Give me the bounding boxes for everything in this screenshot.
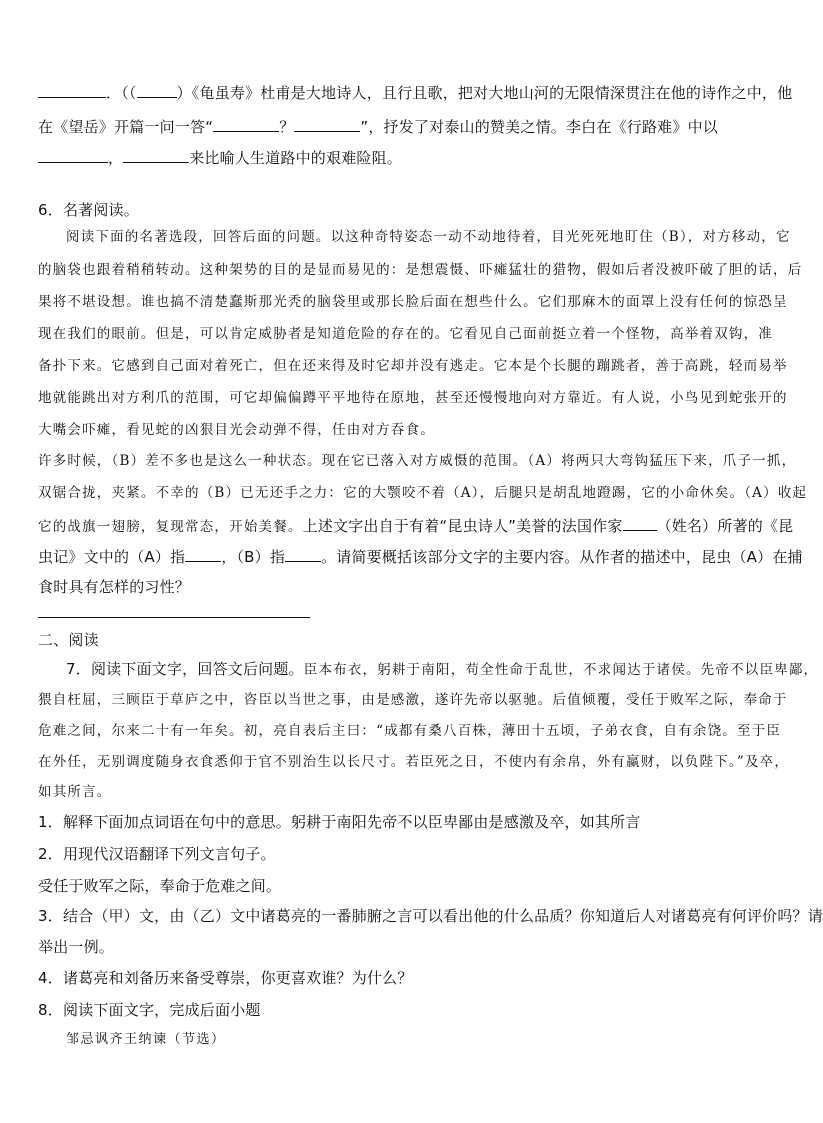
question-7-3-cont: 举出一例。 — [38, 938, 115, 956]
question-7-2: 2．用现代汉语翻译下列文言句子。 — [38, 845, 276, 863]
section-2-heading: 二、阅读 — [38, 631, 99, 649]
answer-blank[interactable] — [213, 116, 279, 132]
question-6-heading: 6．名著阅读。 — [38, 201, 139, 219]
poetry-question-line-1: ．（（ ）《龟虽寿》杜甫是大地诗人，且行且歌，把对大地山河的无限情深贯注在他的诗作之中，他 — [38, 82, 758, 103]
passage-line: 阅读下面的名著选段，回答后面的问题。以这种奇特姿态一动不动地待着，目光死死地盯住（B），对方移动，它 — [66, 229, 791, 245]
classical-text-line: 如其所言。 — [38, 784, 112, 800]
answer-blank[interactable] — [285, 546, 321, 562]
poetry-question-line-3: ， 来比喻人生道路中的艰难险阻。 — [38, 147, 758, 168]
passage-line: 果将不堪设想。谁也搞不清楚蠢斯那光秃的脑袋里或那长脸后面在想些什么。它们那麻木的面罩上没有任何的惊恐呈 — [38, 294, 788, 310]
question-7-intro: 7．阅读下面文字，回答文后问题。臣本布衣，躬耕于南阳，苟全性命于乱世，不求闻达于诸侯。先帝不以臣卑鄙， — [66, 660, 819, 678]
passage-line: 现在我们的眼前。但是，可以肯定威胁者是知道危险的存在的。它看见自己面前挺立着一个怪物，高举着双钩，准 — [38, 326, 773, 342]
question-7-1: 1．解释下面加点词语在句中的意思。躬耕于南阳先帝不以臣卑鄙由是感激及卒，如其所言 — [38, 813, 641, 831]
section-divider — [38, 617, 310, 618]
answer-blank[interactable] — [185, 546, 221, 562]
answer-blank[interactable] — [123, 147, 189, 163]
question-7-2-sentence: 受任于败军之际，奉命于危难之间。 — [38, 877, 282, 895]
passage-line-with-question: 它的战旗一翅膀，复现常态，开始美餐。上述文字出自于有着“昆虫诗人”美誉的法国作家 （姓名）所著的《昆 — [38, 517, 794, 535]
classical-text-line: 在外任，无别调度随身衣食悉仰于官不别治生以长尺寸。若臣死之日，不使内有余帛，外有赢财，以负陛下。”及卒， — [38, 754, 790, 770]
poetry-question-line-2: 在《望岳》开篇一问一答“ ？ ”，抒发了对泰山的赞美之情。李白在《行路难》中以 — [38, 118, 718, 136]
classical-text-line: 猥自枉屈，三顾臣于草庐之中，咨臣以当世之事，由是感激，遂许先帝以驱驰。后值倾覆，受任于败军之际，奉命于 — [38, 692, 788, 708]
question-7-3: 3．结合（甲）文，由（乙）文中诸葛亮的一番肺腑之言可以看出他的什么品质？你知道后人对诸葛亮有何评价吗？请 — [38, 907, 823, 925]
answer-blank[interactable] — [294, 116, 360, 132]
passage-line: 许多时候，（B）差不多也是这么一种状态。现在它已落入对方威慑的范围。（A）将两只大弯钩猛压下来，爪子一抓， — [38, 453, 797, 469]
passage-title: 邹忌讽齐王纳谏（节选） — [66, 1032, 226, 1047]
passage-line: 的脑袋也跟着稍稍转动。这种架势的目的是显而易见的：是想震慑、吓瘫猛壮的猎物，假如后者没被吓破了胆的话，后 — [38, 262, 803, 278]
answer-blank[interactable] — [38, 82, 106, 98]
answer-blank[interactable] — [38, 147, 108, 163]
question-6-prompt-line: 虫记》文中的（A）指 ，（B）指 。请简要概括该部分文字的主要内容。从作者的描述中，昆虫（A）在捕 — [38, 548, 803, 566]
question-7-4: 4．诸葛亮和刘备历来备受尊崇，你更喜欢谁？为什么？ — [38, 969, 413, 987]
question-8-heading: 8．阅读下面文字，完成后面小题 — [38, 1001, 261, 1019]
passage-line: 备扑下来。它感到自己面对着死亡，但在还来得及时它却并没有逃走。它本是个长腿的蹦跳者，善于高跳，轻而易举 — [38, 358, 788, 374]
question-6-prompt-line: 食时具有怎样的习性？ — [38, 578, 191, 596]
answer-blank[interactable] — [137, 82, 177, 98]
answer-blank[interactable] — [623, 515, 657, 531]
classical-text-line: 危难之间，尔来二十有一年矣。初，亮自表后主曰：“成都有桑八百株，薄田十五顷，子弟衣食，自有余饶。至于臣 — [38, 723, 782, 739]
passage-line: 地就能跳出对方利爪的范围，可它却偏偏蹲平平地待在原地，甚至还慢慢地向对方靠近。有人说，小鸟见到蛇张开的 — [38, 390, 788, 406]
passage-line: 双锯合拢，夹紧。不幸的（B）已无还手之力：它的大颚咬不着（A），后腿只是胡乱地蹬踢，它的小命休矣。（A）收起 — [38, 485, 808, 501]
passage-line: 大嘴会吓瘫，看见蛇的凶狠目光会动弹不得，任由对方吞食。 — [38, 422, 435, 438]
